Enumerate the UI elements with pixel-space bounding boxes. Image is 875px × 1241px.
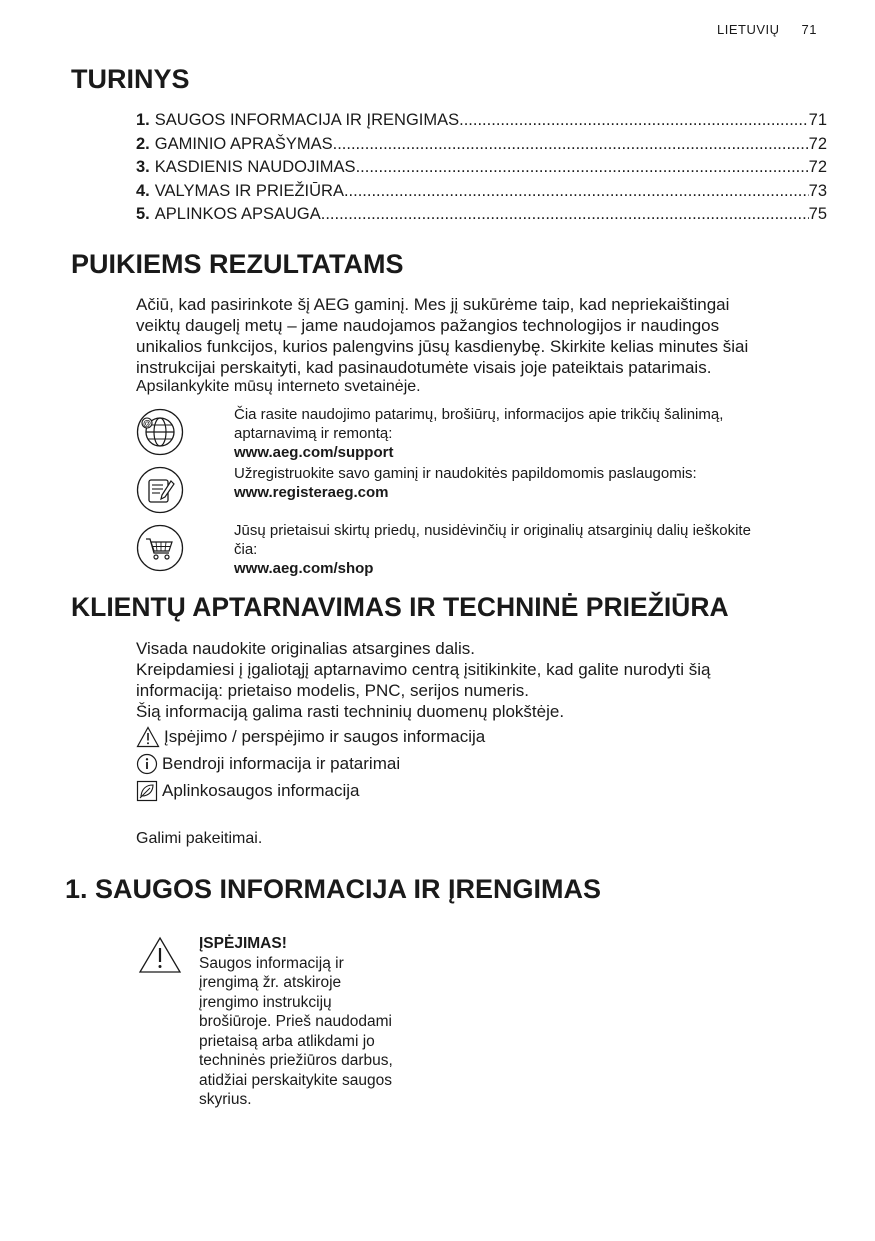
intro-line: instrukcijai perskaityti, kad pasinaudotumėte visais joje pateiktais patarimais. xyxy=(136,358,712,377)
service-intro xyxy=(136,638,836,722)
safety-warning xyxy=(199,934,439,1110)
support-line: Čia rasite naudojimo patarimų, brošiūrų, informacijos apie trikčių šalinimą, xyxy=(234,406,724,423)
warning-line: Saugos informaciją ir xyxy=(199,954,344,972)
toc-leader-dots xyxy=(344,182,809,201)
shop-link[interactable]: www.aeg.com/shop xyxy=(234,560,374,577)
toc-item[interactable] xyxy=(136,111,827,135)
toc-item-title: APLINKOS APSAUGA xyxy=(154,205,321,223)
legend-label: Bendroji informacija ir patarimai xyxy=(162,754,401,773)
shop-line: Jūsų prietaisui skirtų priedų, nusidėvinčių ir originalių atsarginių dalių ieškokite xyxy=(234,522,751,539)
warning-line: įrengimą žr. atskiroje xyxy=(199,974,342,991)
toc-leader-dots xyxy=(356,158,809,177)
warning-line: brošiūroje. Prieš naudodami xyxy=(199,1013,392,1030)
intro-line: Ačiū, kad pasirinkote šį AEG gaminį. Mes jį sukūrėme taip, kad nepriekaištingai xyxy=(136,295,730,314)
warning-line: prietaisą arba atlikdami jo xyxy=(199,1032,375,1050)
toc-item-title: VALYMAS IR PRIEŽIŪRA xyxy=(154,181,344,200)
support-text xyxy=(234,405,824,462)
legend-label: Aplinkosaugos informacija xyxy=(162,781,360,800)
support-line: aptarnavimą ir remontą: xyxy=(234,425,393,442)
shopping-cart-icon xyxy=(136,524,184,577)
toc-item[interactable] xyxy=(136,205,827,229)
warning-line: skyrius. xyxy=(199,1091,252,1108)
warning-icon xyxy=(138,936,182,979)
toc-item[interactable] xyxy=(136,182,827,206)
results-heading: PUIKIEMS REZULTATAMS xyxy=(71,249,404,279)
toc-item-number: 1. xyxy=(136,111,150,129)
toc-item-number: 3. xyxy=(136,158,150,176)
toc-item-page: 72 xyxy=(808,158,827,176)
register-line: Užregistruokite savo gaminį ir naudokitės papildomomis paslaugomis: xyxy=(234,465,697,482)
warning-icon xyxy=(136,726,160,748)
results-intro xyxy=(136,294,836,378)
toc-item-page: 72 xyxy=(808,134,827,153)
service-line: Visada naudokite originalias atsargines dalis. xyxy=(136,639,475,658)
toc-item-number: 4. xyxy=(136,181,150,200)
service-line: Šią informaciją galima rasti techninių duomenų plokštėje. xyxy=(136,702,565,721)
globe-icon xyxy=(136,408,184,461)
support-link[interactable]: www.aeg.com/support xyxy=(234,444,394,461)
header-language: LIETUVIŲ xyxy=(717,22,780,37)
toc-item-title: GAMINIO APRAŠYMAS xyxy=(154,134,333,153)
legend-info xyxy=(136,753,400,775)
changes-note: Galimi pakeitimai. xyxy=(136,830,263,847)
toc-heading: TURINYS xyxy=(71,64,190,94)
toc-item-number: 5. xyxy=(136,205,150,223)
toc-item[interactable] xyxy=(136,135,827,159)
svg-text:@: @ xyxy=(143,419,151,428)
page-header xyxy=(717,22,817,37)
intro-line: veiktų daugelį metų – jame naudojamos pažangios technologijos ir naudingos xyxy=(136,316,720,335)
shop-line: čia: xyxy=(234,541,258,558)
toc-item-page: 75 xyxy=(808,205,827,223)
safety-heading: 1. SAUGOS INFORMACIJA IR ĮRENGIMAS xyxy=(65,874,602,904)
toc-leader-dots xyxy=(333,135,809,154)
page-number: 71 xyxy=(801,22,817,37)
toc-item-number: 2. xyxy=(136,134,150,153)
toc-item-page: 73 xyxy=(808,181,827,200)
legend-environment xyxy=(136,780,360,802)
warning-title: ĮSPĖJIMAS! xyxy=(199,935,287,952)
register-text xyxy=(234,464,824,502)
warning-line: techninės priežiūros darbus, xyxy=(199,1052,393,1069)
intro-line: unikalios funkcijos, kurios palengvins jūsų kasdienybę. Skirkite kelias minutes šiai xyxy=(136,337,749,356)
shop-text xyxy=(234,521,824,578)
leaf-icon xyxy=(136,780,158,802)
register-icon xyxy=(136,466,184,519)
visit-line: Apsilankykite mūsų interneto svetainėje. xyxy=(136,378,421,395)
info-icon xyxy=(136,753,158,775)
toc-item-title: SAUGOS INFORMACIJA IR ĮRENGIMAS xyxy=(154,111,460,129)
toc-leader-dots xyxy=(459,111,809,130)
legend-warning xyxy=(136,726,485,748)
legend-label: Įspėjimo / perspėjimo ir saugos informacija xyxy=(164,727,486,746)
toc-item[interactable] xyxy=(136,158,827,182)
service-line: informaciją: prietaiso modelis, PNC, serijos numeris. xyxy=(136,681,530,700)
warning-line: atidžiai perskaitykite saugos xyxy=(199,1071,392,1089)
service-heading: KLIENTŲ APTARNAVIMAS IR TECHNINĖ PRIEŽIŪRA xyxy=(71,592,729,622)
toc-item-title: KASDIENIS NAUDOJIMAS xyxy=(154,158,356,176)
toc-item-page: 71 xyxy=(808,111,827,129)
service-line: Kreipdamiesi į įgaliotąjį aptarnavimo centrą įsitikinkite, kad galite nurodyti šią xyxy=(136,660,711,679)
table-of-contents xyxy=(136,111,827,229)
register-link[interactable]: www.registeraeg.com xyxy=(234,484,389,501)
warning-line: įrengimo instrukcijų xyxy=(199,993,332,1011)
toc-leader-dots xyxy=(321,205,809,224)
